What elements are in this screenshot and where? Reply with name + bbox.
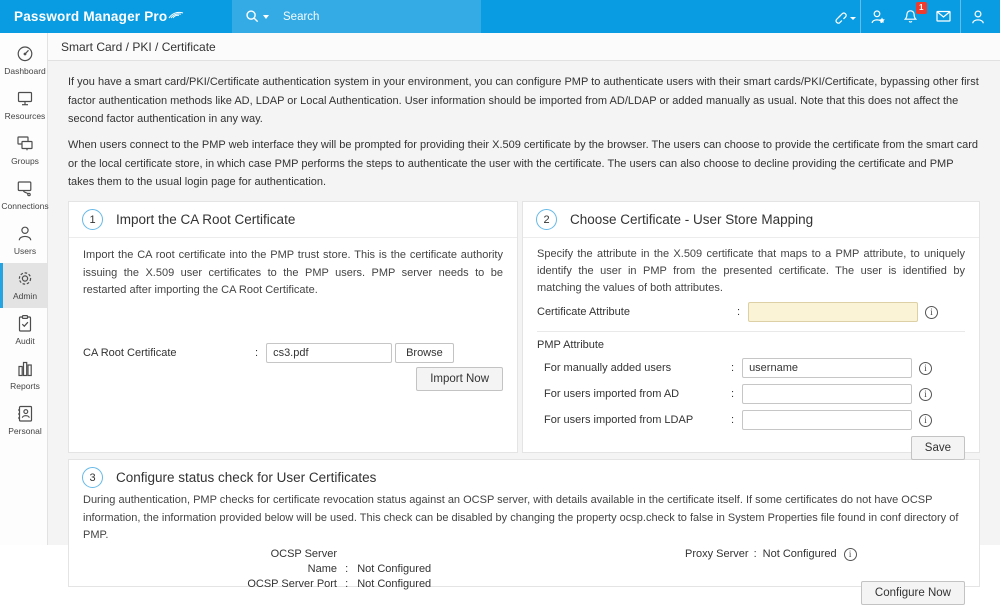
search-icon: [245, 9, 260, 24]
section-divider: [537, 331, 965, 332]
user-favorites-button[interactable]: [861, 0, 894, 33]
colon-separator: [754, 547, 757, 562]
page-title: Smart Card / PKI / Certificate: [61, 40, 216, 54]
page-content: [48, 61, 1000, 599]
pmp-attribute-label: PMP Attribute: [537, 339, 605, 352]
panel2-header: [523, 202, 979, 238]
panel2-body: [523, 238, 979, 460]
notification-badge: 1: [916, 2, 927, 14]
sidebar-item-groups[interactable]: [0, 128, 47, 173]
sidebar-item-label: Dashboard: [4, 66, 46, 76]
browse-button[interactable]: Browse: [395, 343, 454, 363]
groups-icon: [15, 134, 35, 153]
sidebar-item-audit[interactable]: [0, 308, 47, 353]
breadcrumb: [48, 33, 1000, 61]
notifications-button[interactable]: [894, 0, 927, 33]
personal-book-icon: [15, 404, 35, 423]
panel3-body: [69, 491, 979, 605]
colon-separator: [731, 388, 734, 400]
manually-added-users-label: For manually added users: [544, 362, 672, 375]
ocsp-server-port-label: OCSP Server Port: [247, 577, 337, 590]
import-now-button[interactable]: Import Now: [416, 367, 503, 391]
colon-separator: [731, 414, 734, 426]
panel2-title: Choose Certificate - User Store Mapping: [570, 212, 814, 228]
manually-added-users-input[interactable]: [742, 358, 912, 378]
sidebar-item-users[interactable]: [0, 218, 47, 263]
colon-separator: [731, 362, 734, 374]
global-search-bar[interactable]: [232, 0, 481, 33]
ca-root-certificate-input[interactable]: [266, 343, 392, 363]
save-button[interactable]: Save: [911, 436, 965, 460]
panel3-header: [69, 460, 979, 491]
configure-now-button[interactable]: Configure Now: [861, 581, 965, 605]
sidebar-item-label: Resources: [4, 111, 46, 121]
info-icon[interactable]: [925, 306, 938, 319]
certificate-attribute-label: Certificate Attribute: [537, 306, 630, 319]
imported-from-ldap-row: [537, 410, 965, 430]
messages-button[interactable]: [927, 0, 960, 33]
sidebar-item-admin[interactable]: [0, 263, 47, 308]
imported-from-ldap-input[interactable]: [742, 410, 912, 430]
panel1-header: [69, 202, 517, 238]
intro-text: [68, 73, 980, 192]
ca-root-certificate-row: [83, 343, 503, 363]
info-icon[interactable]: [919, 388, 932, 401]
main-content: [48, 33, 1000, 599]
user-star-icon: [869, 8, 887, 26]
sidebar-item-personal[interactable]: [0, 398, 47, 443]
sidebar-item-label: Groups: [11, 156, 39, 166]
intro-paragraph-2: When users connect to the PMP web interface they will be prompted for providing their X.509 certificate by the browser. The users can choose to provide the certificate from the smart card or the local certificate store, in which case PMP performs the steps to authenticate the user with the certificate. The users can also choose to decline providing the certificate and PMP takes them to the usual login page for authentication.: [68, 139, 978, 189]
step-number-badge: 1: [82, 209, 103, 230]
ocsp-server-port-value: Not Configured: [357, 577, 432, 590]
import-ca-root-certificate-panel: [68, 201, 518, 453]
sidebar-item-resources[interactable]: [0, 83, 47, 128]
dashboard-icon: [15, 44, 35, 63]
ocsp-server-name-row: [241, 547, 431, 577]
resources-icon: [15, 89, 35, 108]
reports-bars-icon: [15, 359, 35, 378]
ca-root-certificate-label: CA Root Certificate: [83, 347, 177, 360]
top-header-bar: [0, 0, 1000, 33]
connections-icon: [15, 179, 35, 198]
colon-separator: [737, 306, 740, 318]
colon-separator: [345, 563, 348, 575]
panel1-description: Import the CA root certificate into the PMP trust store. This is the certificate authority issuing the X.509 user certificates to the PMP users. PMP server needs to be restarted after importing the CA Root Certificate.: [83, 249, 503, 296]
panel2-actions: [537, 436, 965, 460]
step-number-badge: 3: [82, 467, 103, 488]
sidebar-item-connections[interactable]: [0, 173, 47, 218]
ocsp-server-port-row: [241, 577, 431, 592]
ocsp-server-name-label: OCSP Server Name: [270, 547, 337, 575]
proxy-server-label: Proxy Server: [685, 547, 749, 560]
sidebar-item-label: Admin: [12, 291, 38, 301]
ocsp-server-name-value: Not Configured: [357, 562, 432, 575]
sidebar-item-label: Users: [13, 246, 37, 256]
ocsp-fields: [83, 547, 965, 590]
status-check-panel: [68, 459, 980, 599]
mail-icon: [935, 9, 952, 24]
proxy-server-value: Not Configured: [762, 547, 837, 560]
sidebar-item-reports[interactable]: [0, 353, 47, 398]
link-icon: [831, 8, 848, 25]
panel3-title: Configure status check for User Certificates: [116, 470, 377, 486]
info-icon[interactable]: [919, 414, 932, 427]
info-icon[interactable]: [919, 362, 932, 375]
info-icon[interactable]: [844, 548, 857, 561]
sidebar-item-label: Personal: [8, 426, 42, 436]
panel2-description: Specify the attribute in the X.509 certificate that maps to a PMP attribute, to uniquely identify the user in PMP from the presented certificate. The user is identified by matching the values of both attributes.: [537, 248, 965, 295]
step-number-badge: 2: [536, 209, 557, 230]
panel3-actions: [83, 581, 965, 605]
profile-icon: [969, 8, 987, 26]
imported-from-ldap-label: For users imported from LDAP: [544, 414, 694, 427]
sidebar-item-label: Audit: [15, 336, 35, 346]
panel1-title: Import the CA Root Certificate: [116, 212, 296, 228]
certificate-attribute-input[interactable]: [748, 302, 918, 322]
gear-icon: [15, 269, 35, 288]
certificate-attribute-row: [537, 302, 965, 322]
panels-row: [68, 201, 980, 453]
colon-separator: [255, 347, 258, 359]
panel1-actions: [83, 367, 503, 391]
colon-separator: [345, 578, 348, 590]
app-logo-text: Password Manager Pro: [14, 9, 168, 24]
imported-from-ad-row: [537, 384, 965, 404]
certificate-user-store-mapping-panel: [522, 201, 980, 453]
panel1-body: [69, 238, 517, 391]
search-input[interactable]: [281, 10, 431, 24]
app-logo: [0, 0, 232, 33]
left-nav-sidebar: [0, 33, 48, 545]
ocsp-server-fields: [241, 547, 431, 592]
proxy-server-row: [685, 547, 857, 562]
sidebar-item-label: Connections: [1, 201, 49, 211]
imported-from-ad-label: For users imported from AD: [544, 388, 680, 401]
link-caret-icon: [850, 17, 856, 20]
search-scope-caret-icon[interactable]: [263, 15, 269, 19]
logo-swoosh-icon: [168, 6, 184, 19]
intro-paragraph-1: If you have a smart card/PKI/Certificate authentication system in your environment, you can configure PMP to authenticate users with their smart cards/PKI/Certificate, bypassing other first factor authentication methods like AD, LDAP or Local Authentication. User information should be imported from AD/LDAP or added manually as usual. Note that this does not affect the second factor authentication in any way.: [68, 76, 979, 126]
sidebar-item-dashboard[interactable]: [0, 38, 47, 83]
users-icon: [15, 224, 35, 243]
quick-link-button[interactable]: [827, 0, 860, 33]
sidebar-item-label: Reports: [10, 381, 40, 391]
imported-from-ad-input[interactable]: [742, 384, 912, 404]
panel3-description: During authentication, PMP checks for certificate revocation status against an OCSP server, with details available in the certificate itself. If some certificates do not have OCSP information, the information provided below will be used. This check can be disabled by changing the property ocsp.check to false in System Properties file found in conf directory of PMP.: [83, 494, 959, 542]
profile-button[interactable]: [961, 0, 994, 33]
header-icon-group: [827, 0, 1000, 33]
audit-clipboard-icon: [15, 314, 35, 333]
manually-added-users-row: [537, 358, 965, 378]
